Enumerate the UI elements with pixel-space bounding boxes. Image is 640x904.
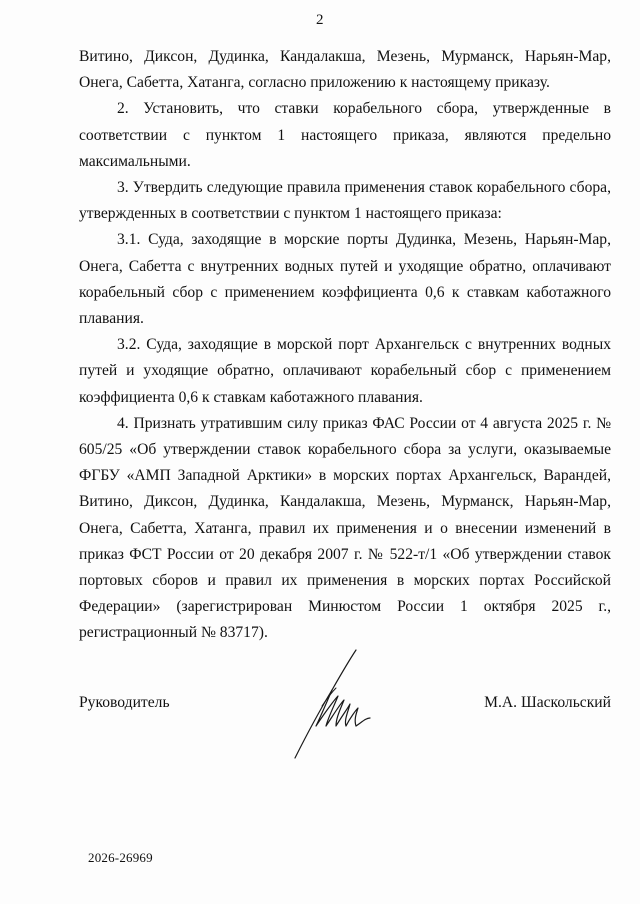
signatory-name: М.А. Шаскольский bbox=[484, 694, 611, 711]
document-registration-number: 2026-26969 bbox=[88, 850, 153, 865]
paragraph-item-3-1: 3.1. Суда, заходящие в морские порты Дудинка, Мезень, Нарьян-Мар, Онега, Сабетта с внутренних водных путей и уходящие обратно, оплачивают корабельный сбор с применением коэффициента 0,6 к ставкам каботажного плавания. bbox=[79, 231, 611, 328]
signatory-title: Руководитель bbox=[79, 694, 170, 711]
paragraph-item-3-2: 3.2. Суда, заходящие в морской порт Архангельск с внутренних водных путей и уходящие обратно, оплачивают корабельный сбор с применением коэффициента 0,6 к ставкам каботажного плавания. bbox=[79, 336, 611, 406]
paragraph-continuation: Витино, Диксон, Дудинка, Кандалакша, Мезень, Мурманск, Нарьян-Мар, Онега, Сабетта, Хатанга, согласно приложению к настоящему приказу. bbox=[79, 48, 611, 92]
paragraph-item-2: 2. Установить, что ставки корабельного сбора, утвержденные в соответствии с пунктом 1 настоящего приказа, являются предельно максимальными. bbox=[79, 100, 611, 170]
paragraph-item-3: 3. Утвердить следующие правила применения ставок корабельного сбора, утвержденных в соответствии с пунктом 1 настоящего приказа: bbox=[79, 179, 611, 223]
paragraph-item-4: 4. Признать утратившим силу приказ ФАС России от 4 августа 2025 г. № 605/25 «Об утверждении ставок корабельного сбора за услуги, оказываемые ФГБУ «АМП Западной Арктики» в морских портах Архангельск, Варандей, Витино, Диксон, Дудинка, Кандалакша, Мезень, Мурманск, Нарьян-Мар, Онега, Сабетта, Хатанга, правил их применения и о внесении изменений в приказ ФСТ России от 20 декабря 2007 г. № 522-т/1 «Об утверждении ставок портовых сборов и правил их применения в морских портах Российской Федерации» (зарегистрирован Минюстом России 1 октября 2025 г., регистрационный № 83717). bbox=[79, 414, 611, 642]
document-body bbox=[79, 44, 611, 647]
page-number: 2 bbox=[316, 12, 324, 28]
handwritten-signature bbox=[292, 646, 382, 762]
